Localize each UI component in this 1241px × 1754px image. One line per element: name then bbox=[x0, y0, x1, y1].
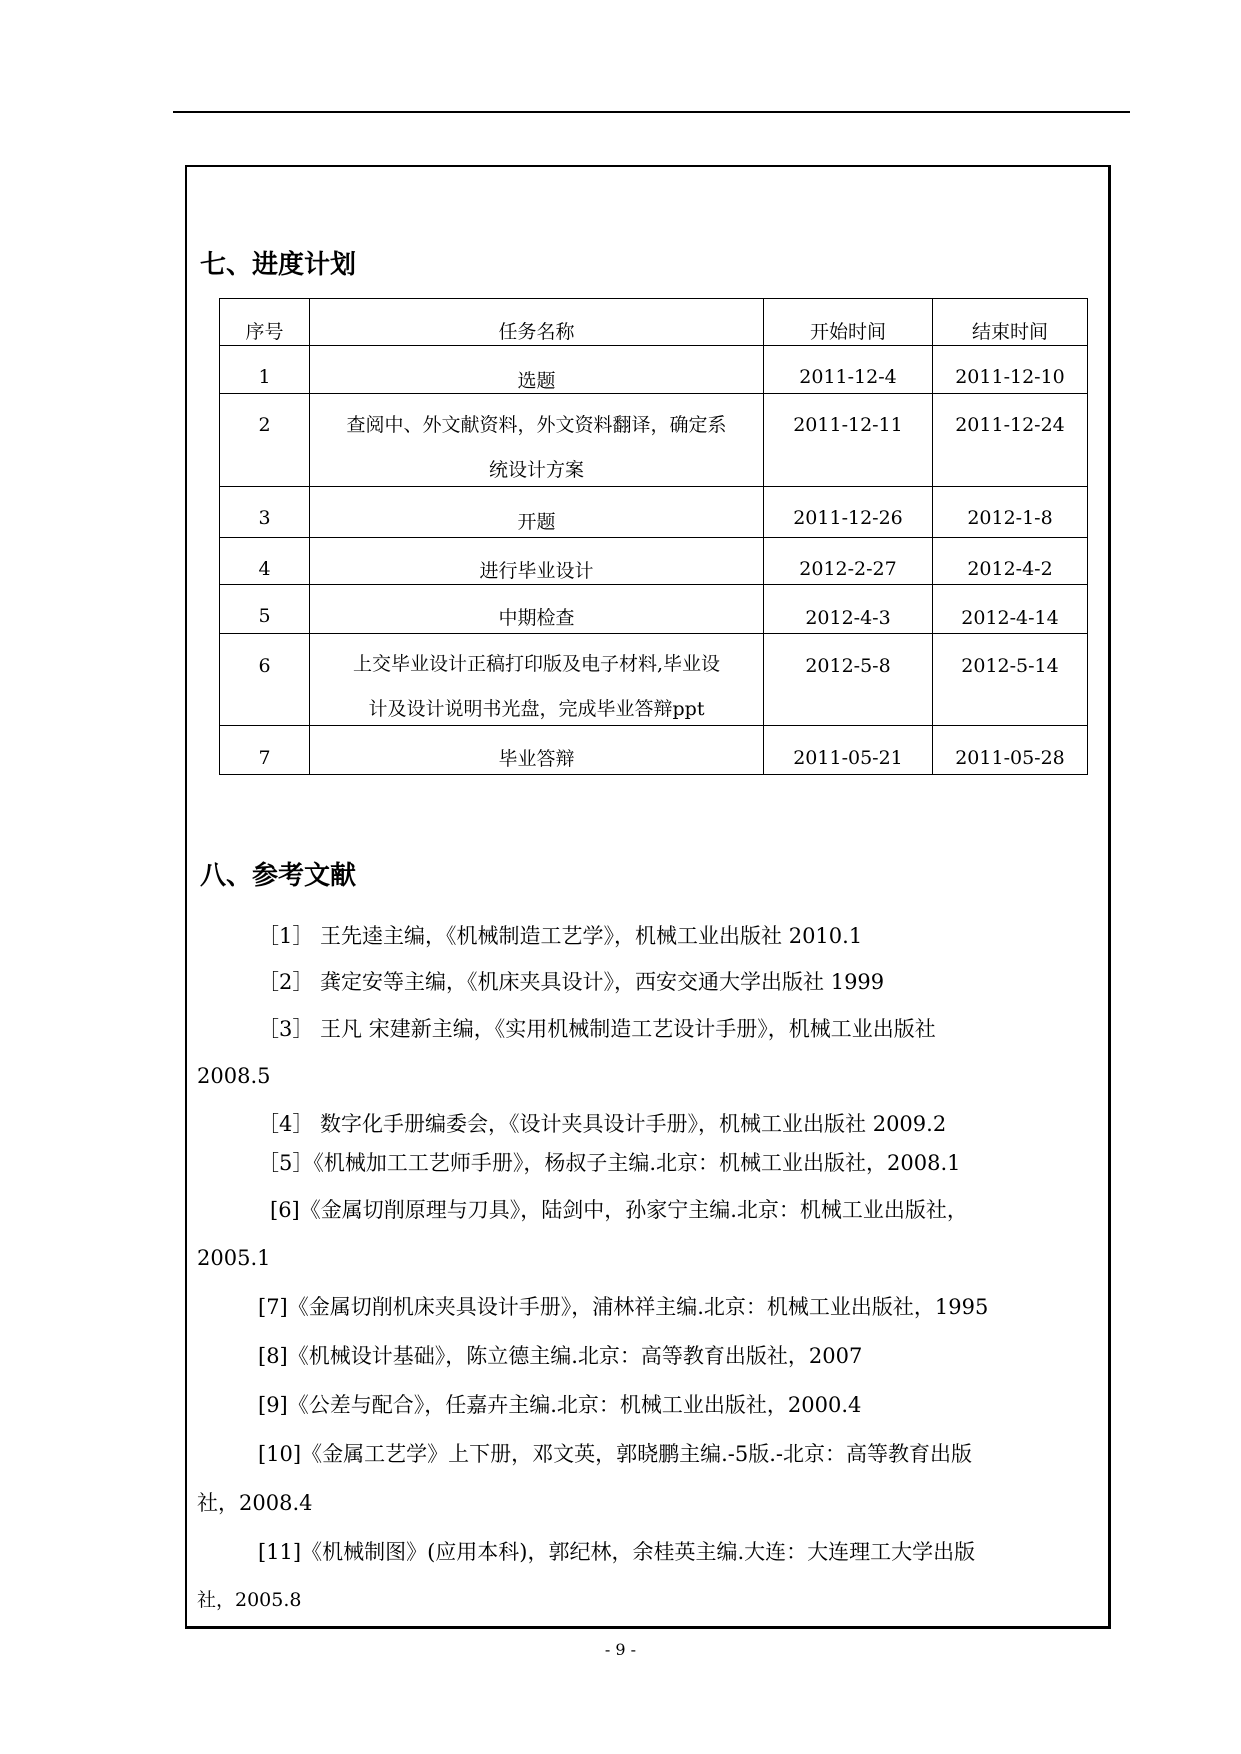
row-no: 2 bbox=[220, 394, 310, 487]
row-task bbox=[310, 634, 764, 726]
row-end: 2012-4-14 bbox=[933, 585, 1088, 634]
row-task-line: 统设计方案 bbox=[488, 459, 584, 481]
row-task bbox=[310, 394, 764, 487]
header-rule bbox=[173, 111, 1130, 113]
row-task-line: 查阅中、外文献资料，外文资料翻译，确定系 bbox=[346, 414, 727, 436]
reference-line: [10]《金属工艺学》上下册，邓文英，郭晓鹏主编.-5版.-北京：高等教育出版 bbox=[258, 1442, 973, 1466]
row-end: 2012-5-14 bbox=[933, 634, 1088, 726]
row-start: 2012-4-3 bbox=[764, 585, 933, 634]
row-start: 2012-2-27 bbox=[764, 538, 933, 585]
row-end: 2011-05-28 bbox=[933, 726, 1088, 775]
row-start: 2011-12-11 bbox=[764, 394, 933, 487]
reference-line: [9]《公差与配合》，任嘉卉主编.北京：机械工业出版社，2000.4 bbox=[258, 1393, 862, 1417]
reference-line: [11]《机械制图》(应用本科)，郭纪林，余桂英主编.大连：大连理工大学出版 bbox=[258, 1540, 976, 1564]
row-end: 2011-12-24 bbox=[933, 394, 1088, 487]
reference-line: 2008.5 bbox=[197, 1064, 271, 1088]
table-row bbox=[220, 585, 1088, 634]
reference-line: ［3］ 王凡 宋建新主编，《实用机械制造工艺设计手册》，机械工业出版社 bbox=[258, 1017, 936, 1041]
table-row bbox=[220, 726, 1088, 775]
reference-line: ［5］《机械加工工艺师手册》，杨叔子主编.北京：机械工业出版社，2008.1 bbox=[258, 1151, 961, 1175]
row-task-line: 上交毕业设计正稿打印版及电子材料,毕业设 bbox=[352, 653, 721, 675]
reference-line: [8]《机械设计基础》，陈立德主编.北京：高等教育出版社，2007 bbox=[258, 1344, 863, 1368]
row-start: 2012-5-8 bbox=[764, 634, 933, 726]
reference-line: 社，2005.8 bbox=[197, 1589, 302, 1611]
header-no: 序号 bbox=[220, 299, 310, 346]
row-no: 7 bbox=[220, 726, 310, 775]
row-task: 中期检查 bbox=[310, 585, 764, 634]
header-task: 任务名称 bbox=[310, 299, 764, 346]
row-task-line: 计及设计说明书光盘，完成毕业答辩ppt bbox=[368, 698, 705, 720]
row-end: 2012-4-2 bbox=[933, 538, 1088, 585]
reference-line: 2005.1 bbox=[197, 1246, 271, 1270]
reference-line: ［2］ 龚定安等主编，《机床夹具设计》，西安交通大学出版社 1999 bbox=[258, 970, 885, 994]
schedule-table bbox=[219, 298, 1088, 775]
table-row bbox=[220, 487, 1088, 538]
row-end: 2011-12-10 bbox=[933, 346, 1088, 394]
table-row bbox=[220, 634, 1088, 726]
row-task: 选题 bbox=[310, 346, 764, 394]
row-no: 3 bbox=[220, 487, 310, 538]
header-end: 结束时间 bbox=[933, 299, 1088, 346]
table-row bbox=[220, 538, 1088, 585]
row-no: 6 bbox=[220, 634, 310, 726]
row-no: 5 bbox=[220, 585, 310, 634]
row-no: 1 bbox=[220, 346, 310, 394]
row-start: 2011-05-21 bbox=[764, 726, 933, 775]
schedule-title: 七、进度计划 bbox=[200, 250, 357, 280]
reference-line: ［4］ 数字化手册编委会，《设计夹具设计手册》，机械工业出版社 2009.2 bbox=[258, 1112, 947, 1136]
table-row bbox=[220, 346, 1088, 394]
reference-line: [7]《金属切削机床夹具设计手册》，浦林祥主编.北京：机械工业出版社，1995 bbox=[258, 1295, 989, 1319]
table-header-row bbox=[220, 299, 1088, 346]
reference-line: ［1］ 王先逵主编，《机械制造工艺学》，机械工业出版社 2010.1 bbox=[258, 924, 863, 948]
reference-line: 社，2008.4 bbox=[197, 1491, 313, 1515]
reference-line: [6]《金属切削原理与刀具》，陆剑中，孙家宁主编.北京：机械工业出版社， bbox=[270, 1198, 968, 1222]
page-number: - 9 - bbox=[604, 1640, 637, 1659]
row-start: 2011-12-26 bbox=[764, 487, 933, 538]
row-start: 2011-12-4 bbox=[764, 346, 933, 394]
header-start: 开始时间 bbox=[764, 299, 933, 346]
row-end: 2012-1-8 bbox=[933, 487, 1088, 538]
row-task: 开题 bbox=[310, 487, 764, 538]
row-no: 4 bbox=[220, 538, 310, 585]
table-row bbox=[220, 394, 1088, 487]
references-title: 八、参考文献 bbox=[200, 861, 357, 891]
row-task: 进行毕业设计 bbox=[310, 538, 764, 585]
row-task: 毕业答辩 bbox=[310, 726, 764, 775]
